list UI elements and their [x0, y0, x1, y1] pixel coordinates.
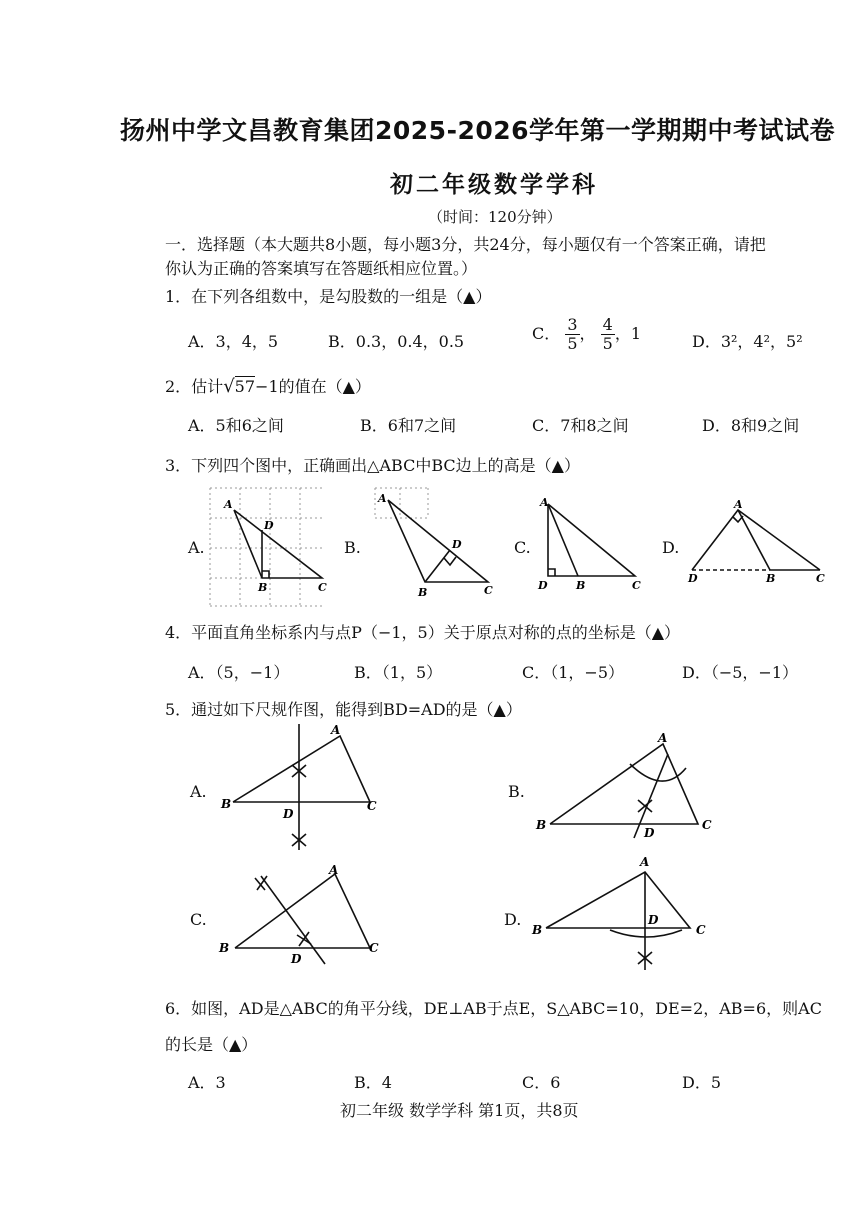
point-label: B [576, 579, 586, 592]
section-instructions-line1: 一．选择题（本大题共8小题，每小题3分，共24分，每小题仅有一个答案正确，请把 [165, 235, 766, 254]
q2-radicand: 57 [234, 377, 256, 396]
q4-option-d: D．（−5，−1） [682, 663, 799, 682]
q1-option-b: B．0.3，0.4，0.5 [328, 332, 465, 351]
q3-figure-a [200, 478, 330, 610]
q1-fraction-1 [565, 316, 579, 353]
point-label: A [331, 723, 341, 737]
fraction-numerator: 4 [602, 315, 613, 334]
point-label: A [640, 855, 650, 869]
q4-option-a: A．（5，−1） [188, 663, 290, 682]
sqrt-sign: √ [223, 376, 235, 397]
exam-duration: （时间：120分钟） [428, 208, 562, 226]
q3-option-b: B. [344, 538, 361, 557]
point-label: B [418, 586, 428, 599]
q6-option-d: D．5 [682, 1073, 722, 1092]
fraction-denominator: 5 [567, 334, 578, 353]
q5-figure-c [215, 860, 390, 970]
point-label: D [648, 913, 659, 927]
q1-option-c-tail: ，1 [614, 324, 641, 343]
point-label: A [329, 863, 339, 877]
q2-stem-prefix: 2．估计 [165, 377, 224, 396]
point-label: C [696, 923, 706, 937]
q5-figure-d [530, 852, 730, 974]
q6-option-c: C．6 [522, 1073, 561, 1092]
point-label: C [632, 579, 641, 592]
q5-option-c: C. [190, 910, 207, 929]
fraction-numerator: 3 [567, 315, 578, 334]
q4-option-c: C．（1，−5） [522, 663, 625, 682]
point-label: B [221, 797, 232, 811]
point-label: B [536, 818, 547, 832]
point-label: C [367, 799, 377, 813]
q1-fraction-2 [601, 316, 615, 353]
point-label: D [283, 807, 294, 821]
q5-option-a: A. [190, 782, 207, 801]
point-label: C [484, 584, 493, 597]
q2-option-c: C．7和8之间 [532, 416, 629, 435]
point-label: B [219, 941, 230, 955]
section-instructions-line2: 你认为正确的答案填写在答题纸相应位置。） [165, 259, 478, 278]
q2-option-a: A．5和6之间 [188, 416, 284, 435]
q3-option-c: C. [514, 538, 531, 557]
q5-option-b: B. [508, 782, 525, 801]
q3-option-a: A. [188, 538, 205, 557]
point-label: C [318, 581, 327, 594]
q1-option-c: C． $\frac{3}{5}$ ， $\frac{4}{5}$ ，1 [532, 315, 641, 353]
question-2-stem [165, 374, 371, 397]
point-label: A [224, 498, 233, 511]
q1-option-c-label: C． [532, 324, 561, 343]
point-label: B [532, 923, 543, 937]
point-label: A [540, 496, 549, 509]
exam-title: 扬州中学文昌教育集团2025-2026学年第一学期期中考试试卷 [120, 116, 836, 145]
point-label: B [258, 581, 268, 594]
q3-option-d: D. [662, 538, 680, 557]
q2-option-b: B．6和7之间 [360, 416, 457, 435]
q3-figure-d [680, 498, 830, 588]
fraction-denominator: 5 [602, 334, 613, 353]
question-6-stem-line1: 6．如图，AD是△ABC的角平分线，DE⊥AB于点E，S△ABC=10，DE=2，AB=6，则AC [165, 999, 822, 1018]
point-label: A [378, 492, 387, 505]
question-1-stem: 1．在下列各组数中，是勾股数的一组是（▲） [165, 287, 492, 306]
subject-subtitle: 初二年级数学学科 [390, 172, 598, 198]
question-5-stem: 5．通过如下尺规作图，能得到BD=AD的是（▲） [165, 700, 522, 719]
point-label: C [816, 572, 825, 585]
q5-figure-a [215, 722, 390, 854]
q5-figure-b [530, 728, 730, 840]
point-label: D [538, 579, 548, 592]
q1-option-a: A．3，4，5 [188, 332, 279, 351]
q6-option-a: A．3 [188, 1073, 226, 1092]
page-footer: 初二年级 数学学科 第1页，共8页 [340, 1101, 579, 1120]
point-label: C [369, 941, 379, 955]
point-label: B [766, 572, 776, 585]
point-label: D [688, 572, 698, 585]
point-label: D [452, 538, 462, 551]
q6-option-b: B．4 [354, 1073, 392, 1092]
point-label: D [291, 952, 302, 966]
q1-option-d: D．3²，4²，5² [692, 332, 803, 351]
question-6-stem-line2: 的长是（▲） [165, 1035, 258, 1054]
q2-stem-suffix: −1的值在（▲） [255, 377, 371, 396]
q4-option-b: B．（1，5） [354, 663, 443, 682]
point-label: D [644, 826, 655, 840]
point-label: C [702, 818, 712, 832]
question-4-stem: 4．平面直角坐标系内与点P（−1，5）关于原点对称的点的坐标是（▲） [165, 623, 681, 642]
question-3-stem: 3．下列四个图中，正确画出△ABC中BC边上的高是（▲） [165, 456, 580, 475]
point-label: A [658, 731, 668, 745]
q2-option-d: D．8和9之间 [702, 416, 800, 435]
q3-figure-c [530, 492, 650, 596]
q3-figure-b [370, 478, 500, 610]
point-label: D [264, 519, 274, 532]
q5-option-d: D. [504, 910, 522, 929]
point-label: A [734, 498, 743, 511]
